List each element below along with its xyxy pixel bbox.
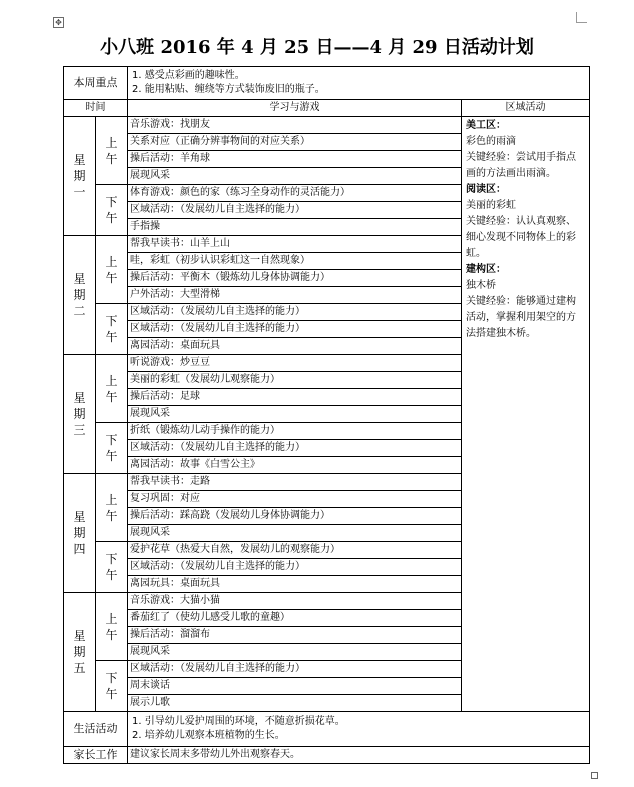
table-move-handle-icon[interactable]: ✥ xyxy=(53,17,64,28)
focus-label: 本周重点 xyxy=(64,67,128,100)
day-label: 星 期 三 xyxy=(64,355,96,474)
activity-cell: 折纸（锻炼幼儿动手操作的能力） xyxy=(128,423,462,440)
area-heading: 阅读区： xyxy=(466,184,506,195)
half-day-label-pm: 下 午 xyxy=(96,661,128,712)
activity-cell: 音乐游戏：大猫小猫 xyxy=(128,593,462,610)
area-line: 关键经验：认认真观察、细心发现不同物体上的彩虹。 xyxy=(466,216,576,259)
activity-cell: 听说游戏：炒豆豆 xyxy=(128,355,462,372)
area-heading: 建构区： xyxy=(466,264,506,275)
half-day-label-pm: 下 午 xyxy=(96,423,128,474)
focus-item: 2. 能用粘贴、缠绕等方式装饰废旧的瓶子。 xyxy=(132,84,325,95)
activity-cell: 帮我早读书：山羊上山 xyxy=(128,236,462,253)
activity-cell: 手指操 xyxy=(128,219,462,236)
activity-cell: 操后活动：足球 xyxy=(128,389,462,406)
day-label: 星 期 四 xyxy=(64,474,96,593)
life-row xyxy=(64,712,590,747)
activity-cell: 周末谈话 xyxy=(128,678,462,695)
activity-cell: 哇，彩虹（初步认识彩虹这一自然现象） xyxy=(128,253,462,270)
day-label: 星 期 五 xyxy=(64,593,96,712)
activity-cell: 操后活动：溜溜布 xyxy=(128,627,462,644)
activity-cell: 区域活动：（发展幼儿自主选择的能力） xyxy=(128,559,462,576)
activity-cell: 体育游戏：颜色的家（练习全身动作的灵活能力） xyxy=(128,185,462,202)
header-row xyxy=(64,100,590,117)
activity-cell: 区域活动：（发展幼儿自主选择的能力） xyxy=(128,440,462,457)
focus-item: 1. 感受点彩画的趣味性。 xyxy=(132,70,245,81)
area-activities-cell xyxy=(462,117,590,712)
activity-cell: 区域活动：（发展幼儿自主选择的能力） xyxy=(128,321,462,338)
activity-cell: 操后活动：踩高跷（发展幼儿身体协调能力） xyxy=(128,508,462,525)
document-title: 小八班 2016 年 4 月 25 日——4 月 29 日活动计划 xyxy=(100,37,534,58)
page-corner-mark xyxy=(576,12,587,23)
half-day-label-am: 上 午 xyxy=(96,593,128,661)
life-content xyxy=(128,712,590,747)
activity-cell: 户外活动：大型滑梯 xyxy=(128,287,462,304)
header-learning: 学习与游戏 xyxy=(128,100,462,117)
life-item: 1. 引导幼儿爱护周围的环境，不随意折损花草。 xyxy=(132,716,345,727)
activity-cell: 展现风采 xyxy=(128,406,462,423)
activity-cell: 操后活动：羊角球 xyxy=(128,151,462,168)
activity-plan-table xyxy=(63,66,590,764)
day-label: 星 期 一 xyxy=(64,117,96,236)
table-row xyxy=(64,117,590,134)
half-day-label-pm: 下 午 xyxy=(96,185,128,236)
day-label: 星 期 二 xyxy=(64,236,96,355)
half-day-label-am: 上 午 xyxy=(96,117,128,185)
half-day-label-am: 上 午 xyxy=(96,474,128,542)
activity-cell: 音乐游戏：找朋友 xyxy=(128,117,462,134)
parents-content: 建议家长周末多带幼儿外出观察春天。 xyxy=(128,747,590,764)
activity-cell: 关系对应（正确分辨事物间的对应关系） xyxy=(128,134,462,151)
focus-row xyxy=(64,67,590,100)
activity-cell: 美丽的彩虹（发展幼儿观察能力） xyxy=(128,372,462,389)
half-day-label-am: 上 午 xyxy=(96,236,128,304)
header-area: 区域活动 xyxy=(462,100,590,117)
activity-cell: 展现风采 xyxy=(128,168,462,185)
activity-cell: 操后活动：平衡木（锻炼幼儿身体协调能力） xyxy=(128,270,462,287)
activity-cell: 离园活动：故事《白雪公主》 xyxy=(128,457,462,474)
life-label: 生活活动 xyxy=(64,712,128,747)
area-line: 独木桥 xyxy=(466,280,496,291)
half-day-label-pm: 下 午 xyxy=(96,542,128,593)
activity-cell: 爱护花草（热爱大自然，发展幼儿的观察能力） xyxy=(128,542,462,559)
area-heading: 美工区： xyxy=(466,120,506,131)
half-day-label-am: 上 午 xyxy=(96,355,128,423)
activity-cell: 区域活动：（发展幼儿自主选择的能力） xyxy=(128,661,462,678)
half-day-label-pm: 下 午 xyxy=(96,304,128,355)
page-end-marker xyxy=(591,772,598,779)
activity-cell: 帮我早读书：走路 xyxy=(128,474,462,491)
area-line: 关键经验：尝试用手指点画的方法画出雨滴。 xyxy=(466,152,576,179)
activity-cell: 离园活动：桌面玩具 xyxy=(128,338,462,355)
activity-cell: 区域活动：（发展幼儿自主选择的能力） xyxy=(128,304,462,321)
parents-label: 家长工作 xyxy=(64,747,128,764)
activity-cell: 复习巩固：对应 xyxy=(128,491,462,508)
activity-cell: 番茄红了（使幼儿感受儿歌的童趣） xyxy=(128,610,462,627)
activity-cell: 展示儿歌 xyxy=(128,695,462,712)
activity-cell: 展现风采 xyxy=(128,525,462,542)
area-line: 美丽的彩虹 xyxy=(466,200,516,211)
life-item: 2. 培养幼儿观察本班植物的生长。 xyxy=(132,730,285,741)
activity-cell: 区域活动：（发展幼儿自主选择的能力） xyxy=(128,202,462,219)
activity-cell: 离园玩具：桌面玩具 xyxy=(128,576,462,593)
area-line: 关键经验：能够通过建构活动，掌握利用架空的方法搭建独木桥。 xyxy=(466,296,576,339)
header-time: 时间 xyxy=(64,100,128,117)
activity-cell: 展现风采 xyxy=(128,644,462,661)
focus-content xyxy=(128,67,590,100)
area-line: 彩色的雨滴 xyxy=(466,136,516,147)
parents-row xyxy=(64,747,590,764)
